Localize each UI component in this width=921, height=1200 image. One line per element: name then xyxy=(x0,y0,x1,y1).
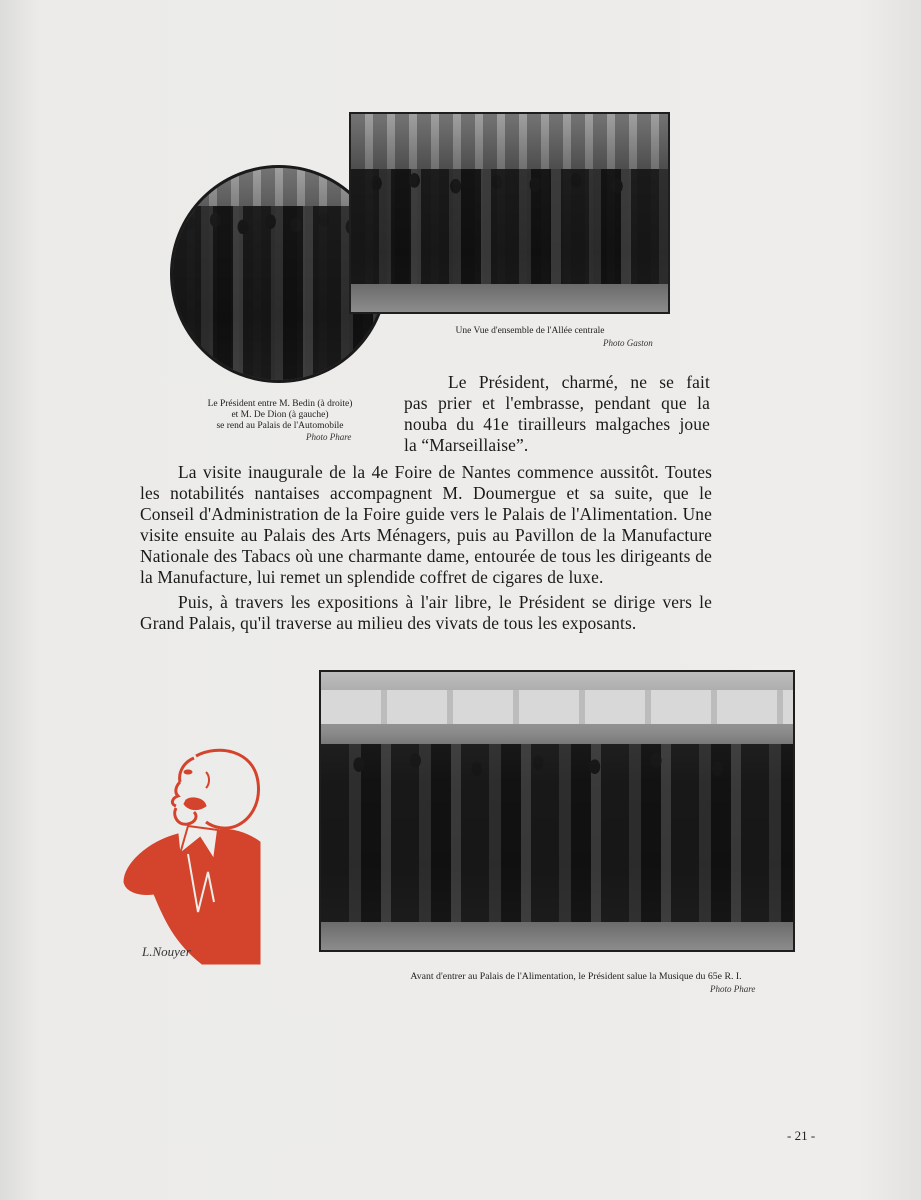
allee-photo-credit: Photo Gaston xyxy=(603,338,653,348)
caricature-illustration xyxy=(118,742,268,974)
paragraph-visite: La visite inaugurale de la 4e Foire de Nantes commence aussitôt. Toutes les notabilités nantaises accompagnent M. Doumergue et sa suite, que le Conseil d'Administration de la Foire guide vers le Palais de l'Alimentation. Une visite ensuite au Palais des Arts Ménagers, puis au Pavillon de la Manufacture Nationale des Tabacs où une charmante dame, entourée de tous les dirigeants de la Manufacture, lui remet un splendide coffret de cigares de luxe. xyxy=(140,462,712,587)
circle-caption-line-1: Le Président entre M. Bedin (à droite) xyxy=(207,399,353,409)
intro-line-2: pas prier et l'embrasse, pendant que la xyxy=(404,393,710,413)
page-number: - 21 - xyxy=(787,1128,816,1143)
allee-photo-caption: Une Vue d'ensemble de l'Allée centrale xyxy=(455,326,605,336)
intro-line-3: nouba du 41e tirailleurs malgaches joue xyxy=(404,414,710,434)
circle-photo-credit: Photo Phare xyxy=(306,432,352,442)
musique-photo xyxy=(319,670,795,952)
musique-photo-credit: Photo Phare xyxy=(710,984,756,994)
main-text xyxy=(140,462,712,634)
caricature-signature: L.Nouyer xyxy=(142,944,191,959)
circle-caption-line-2: et M. De Dion (à gauche) xyxy=(231,410,329,420)
paragraph-grand-palais: Puis, à travers les expositions à l'air libre, le Président se dirige vers le Grand Palais, qu'il traverse au milieu des vivats de tous les exposants. xyxy=(140,592,712,633)
circle-photo-caption xyxy=(190,399,370,432)
allee-centrale-photo xyxy=(349,112,670,314)
intro-line-4: la “Marseillaise”. xyxy=(404,435,529,455)
circle-caption-line-3: se rend au Palais de l'Automobile xyxy=(216,421,344,431)
musique-photo-caption: Avant d'entrer au Palais de l'Alimentation, le Président salue la Musique du 65e R. I. xyxy=(410,971,742,982)
intro-line-1: Le Président, charmé, ne se fait xyxy=(448,372,710,392)
intro-paragraph xyxy=(404,372,710,456)
